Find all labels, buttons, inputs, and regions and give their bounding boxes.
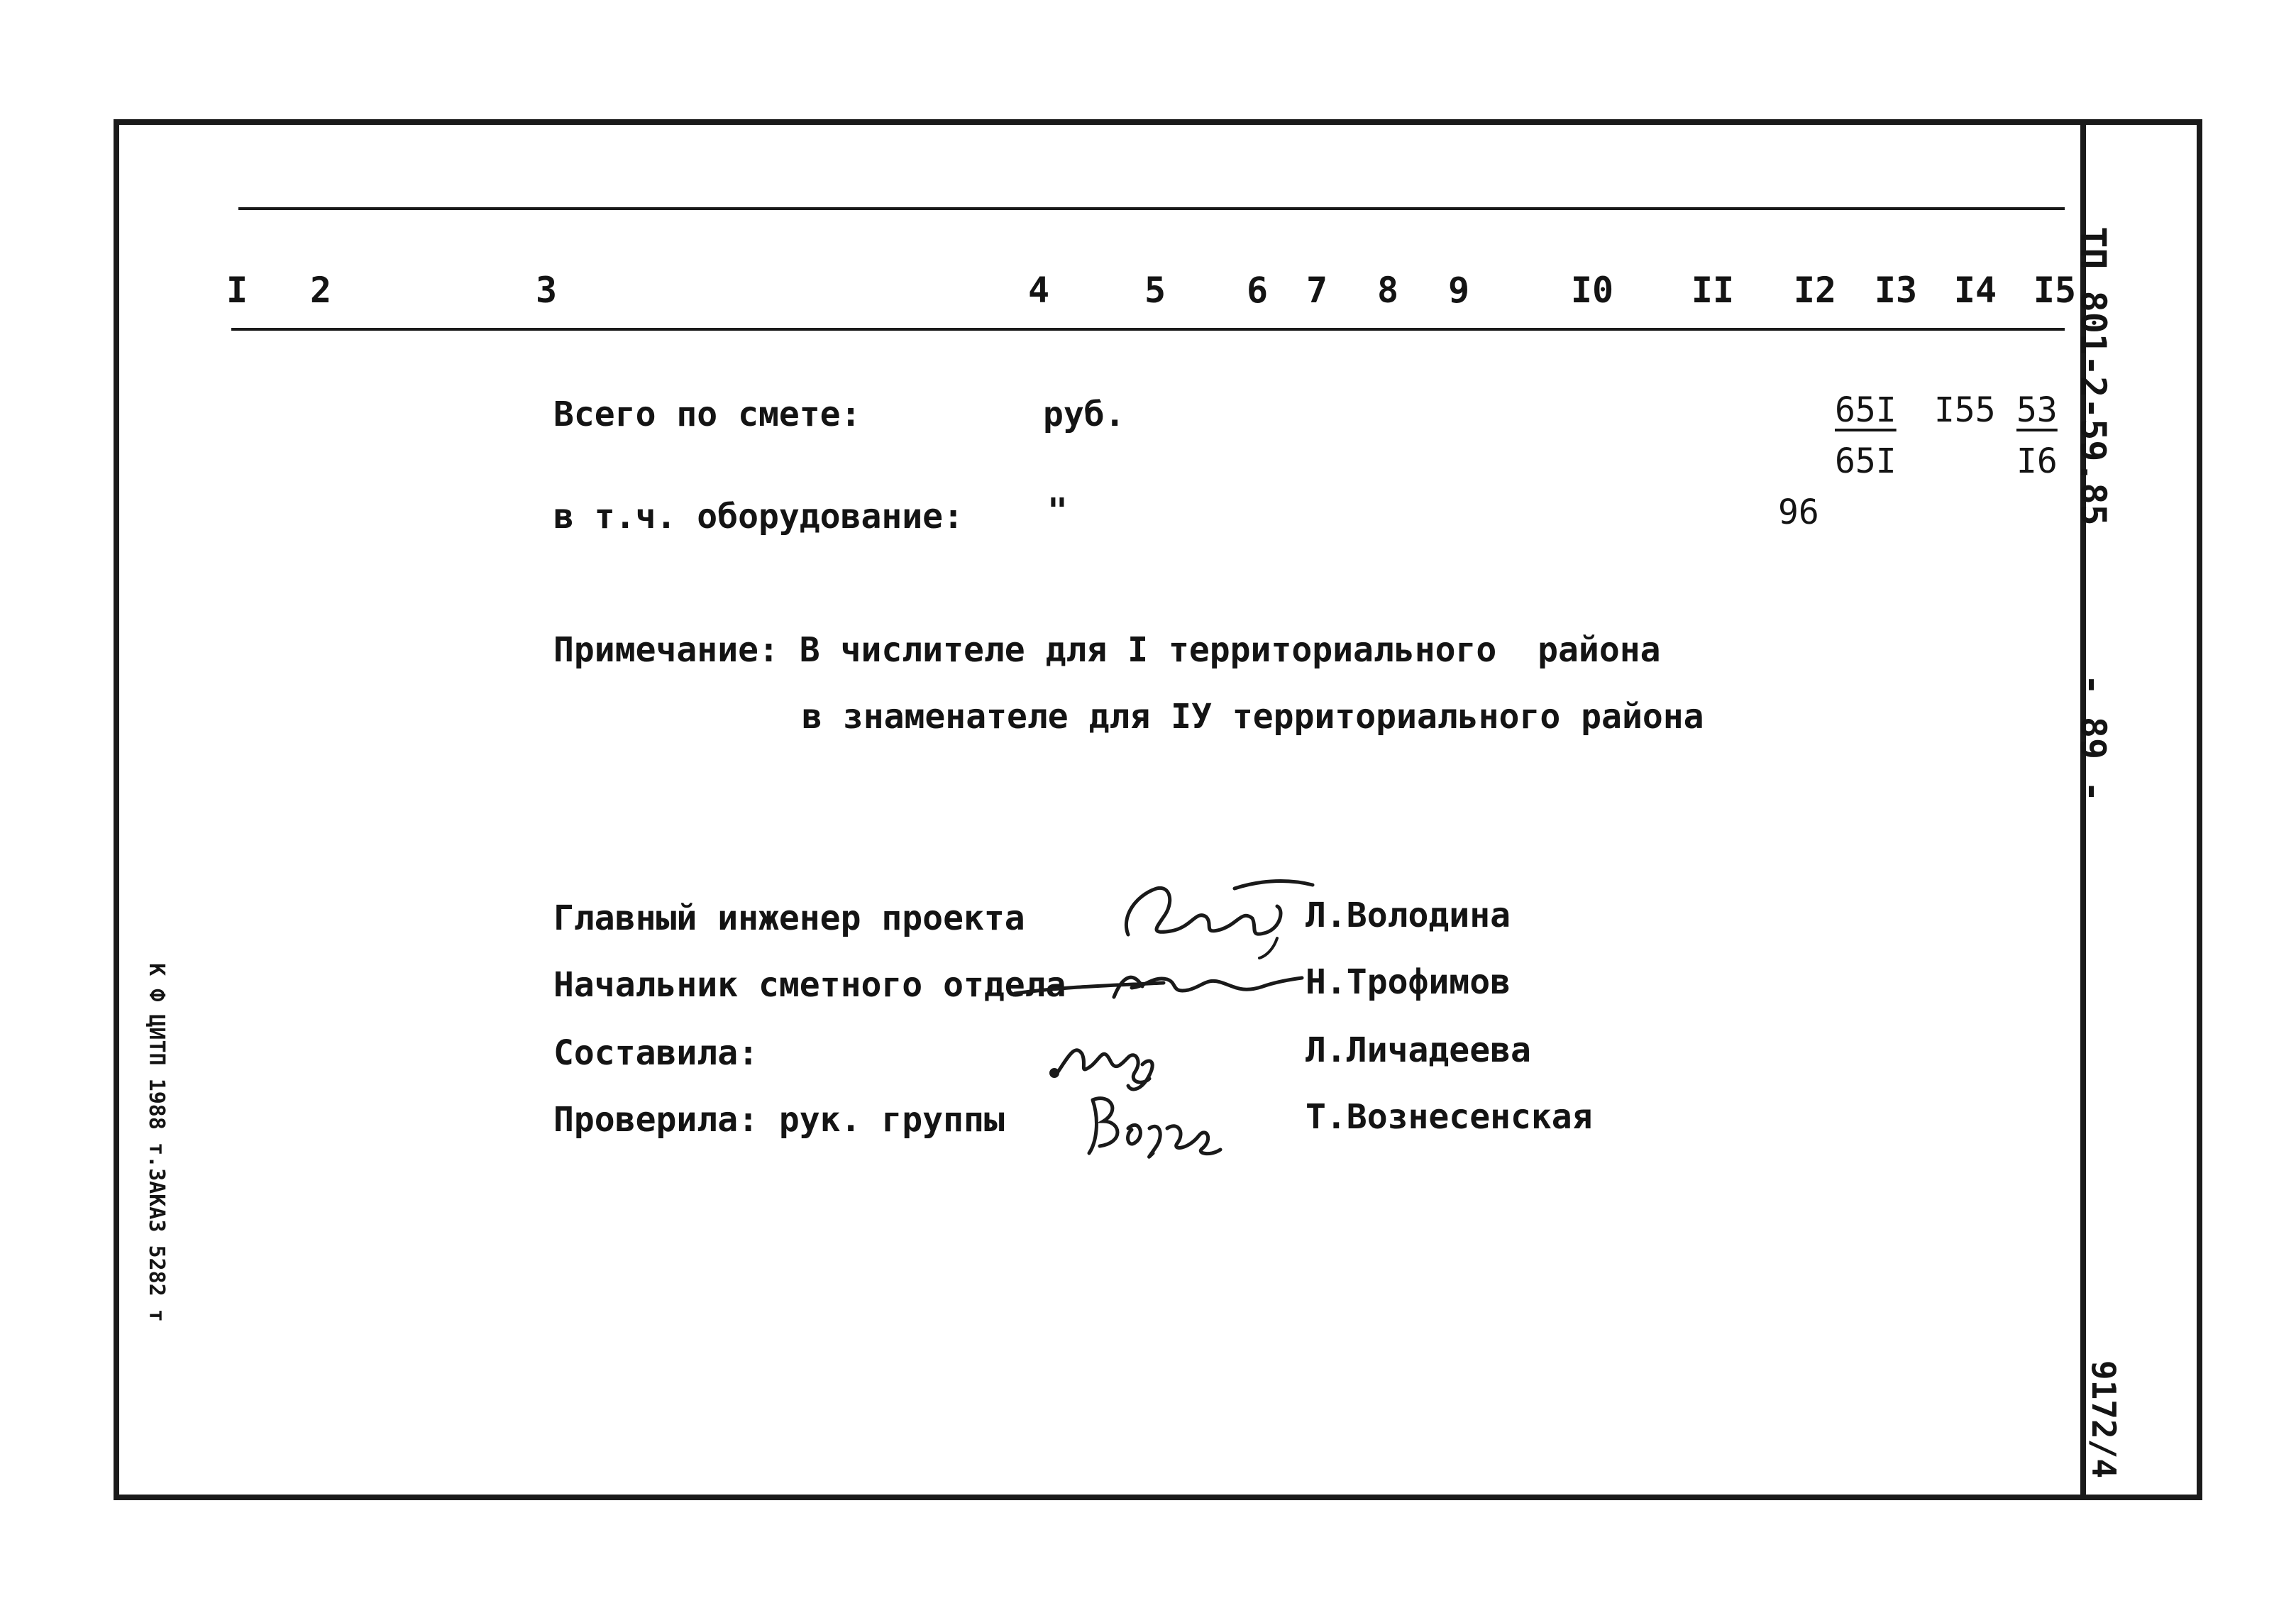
- signature-name-4: Т.Вознесенская: [1306, 1097, 1593, 1137]
- stamp-page-number: - 89 -: [2073, 673, 2114, 803]
- column-number-1: I: [226, 270, 248, 311]
- totals-value-denominator-13: 65I: [1835, 441, 1897, 481]
- column-number-9: 9: [1447, 270, 1470, 311]
- equipment-value: 96: [1778, 492, 1819, 532]
- column-number-12: I2: [1793, 270, 1837, 311]
- totals-label: Всего по смете:: [553, 395, 861, 434]
- column-number-2: 2: [309, 270, 332, 311]
- signature-role-2: Начальник сметного отдела: [553, 965, 1066, 1005]
- column-number-7: 7: [1306, 270, 1328, 311]
- handwritten-signature-4: [1078, 1086, 1235, 1164]
- signature-name-3: Л.Личадеева: [1306, 1030, 1531, 1070]
- column-number-13: I3: [1874, 270, 1918, 311]
- column-number-5: 5: [1144, 270, 1166, 311]
- note-line-1: Примечание: В числителе для I территориального района: [553, 630, 1661, 670]
- totals-value-14: I55: [1934, 390, 1996, 430]
- column-number-4: 4: [1027, 270, 1050, 311]
- column-number-11: II: [1691, 270, 1735, 311]
- signature-name-2: Н.Трофимов: [1306, 962, 1511, 1002]
- totals-value-denominator-15: I6: [2016, 441, 2058, 481]
- totals-value-numerator-13: 65I: [1835, 390, 1897, 430]
- note-line-2: в знаменателе для IУ территориального района: [802, 697, 1704, 737]
- signature-role-1: Главный инженер проекта: [553, 898, 1025, 938]
- totals-unit: руб.: [1043, 395, 1125, 434]
- equipment-label: в т.ч. оборудование:: [553, 497, 964, 536]
- stamp-sheet-code: 9172/4: [2085, 1360, 2123, 1479]
- column-number-3: 3: [535, 270, 558, 311]
- signature-role-4: Проверила: рук. группы: [553, 1100, 1005, 1140]
- column-number-15: I5: [2033, 270, 2077, 311]
- document-frame: [114, 119, 2202, 1500]
- column-number-8: 8: [1376, 270, 1399, 311]
- column-number-10: I0: [1570, 270, 1614, 311]
- margin-print-text: К Ф ЦИТП 1988 т.ЗАКАЗ 5282 т: [144, 963, 169, 1322]
- totals-value-numerator-15: 53: [2016, 390, 2058, 430]
- signature-role-3: Составила:: [553, 1033, 758, 1073]
- header-bottom-rule: [231, 328, 2065, 331]
- handwritten-signature-2: [1008, 958, 1306, 1008]
- signature-name-1: Л.Володина: [1306, 896, 1511, 935]
- column-number-14: I4: [1953, 270, 1997, 311]
- handwritten-signature-1: [1107, 867, 1320, 959]
- header-top-rule: [238, 207, 2065, 210]
- column-number-6: 6: [1246, 270, 1269, 311]
- equipment-unit: ": [1047, 491, 1068, 531]
- stamp-project-code: ТП 801-2-59.85: [2073, 226, 2114, 526]
